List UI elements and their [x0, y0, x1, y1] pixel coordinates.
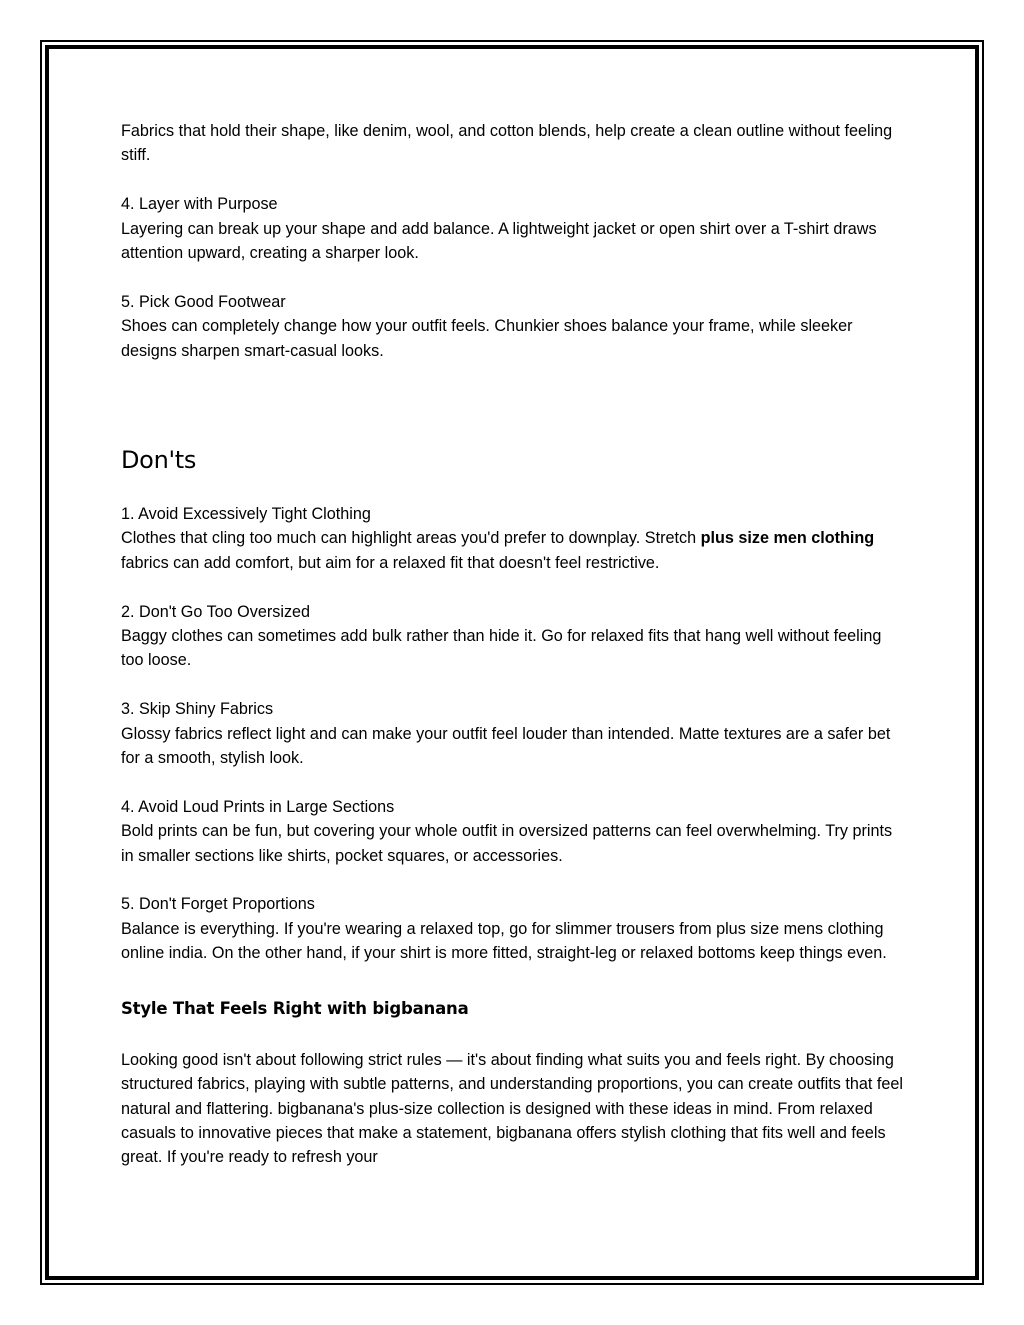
intro-paragraph: Fabrics that hold their shape, like denim, wool, and cotton blends, help create a clean outline without feeling stiff. — [121, 122, 893, 165]
dos-item — [121, 192, 907, 265]
dos-item-title: 4. Layer with Purpose — [121, 195, 278, 214]
donts-item-title: 2. Don't Go Too Oversized — [121, 602, 311, 621]
dos-item-body: Shoes can completely change how your outfit feels. Chunkier shoes balance your frame, while sleeker designs sharpen smart-casual looks. — [121, 317, 853, 360]
donts-item-title: 3. Skip Shiny Fabrics — [121, 700, 274, 719]
donts-item-body: Balance is everything. If you're wearing a relaxed top, go for slimmer trousers from plus size mens clothing online india. On the other hand, if your shirt is more fitted, straight-leg or relaxed bottoms keep things even. — [121, 919, 887, 963]
donts-item-body — [121, 526, 907, 575]
donts-item-title: 1. Avoid Excessively Tight Clothing — [121, 505, 371, 524]
closing-heading: Style That Feels Right with bigbanana — [121, 998, 469, 1018]
donts-item-body-end: fabrics can add comfort, but aim for a relaxed fit that doesn't feel restrictive. — [121, 553, 660, 572]
donts-item-title: 5. Don't Forget Proportions — [121, 895, 315, 914]
donts-item — [121, 697, 907, 770]
donts-item — [121, 502, 907, 575]
plus-size-men-clothing-keyword: plus size men clothing — [700, 529, 875, 548]
donts-item-body: Glossy fabrics reflect light and can make your outfit feel louder than intended. Matte textures are a safer bet for a smooth, stylish look. — [121, 724, 891, 768]
donts-item-body-start: Clothes that cling too much can highlight areas you'd prefer to downplay. Stretch — [121, 529, 701, 548]
dos-item-title: 5. Pick Good Footwear — [121, 292, 286, 311]
donts-item-title: 4. Avoid Loud Prints in Large Sections — [121, 797, 395, 816]
donts-item-body: Baggy clothes can sometimes add bulk rather than hide it. Go for relaxed fits that hang well without feeling too loose. — [121, 627, 882, 670]
donts-heading: Don'ts — [121, 446, 197, 475]
closing-paragraph: Looking good isn't about following strict rules — it's about finding what suits you and feels right. By choosing structured fabrics, playing with subtle patterns, and understanding proportions, you can create outfits that feel natural and flattering. bigbanana's plus-size collection is designed with these ideas in mind. From relaxed casuals to innovative pieces that make a statement, bigbanana offers stylish clothing that fits well and feels great. If you're ready to refresh your — [121, 1050, 903, 1167]
donts-item-body: Bold prints can be fun, but covering your whole outfit in oversized patterns can feel overwhelming. Try prints in smaller sections like shirts, pocket squares, or accessories. — [121, 822, 893, 865]
donts-item — [121, 600, 907, 673]
donts-item — [121, 892, 907, 965]
dos-item — [121, 290, 907, 363]
donts-item — [121, 795, 907, 868]
dos-item-body: Layering can break up your shape and add balance. A lightweight jacket or open shirt over a T-shirt draws attention upward, creating a sharper look. — [121, 219, 877, 263]
document-body — [121, 119, 907, 1170]
